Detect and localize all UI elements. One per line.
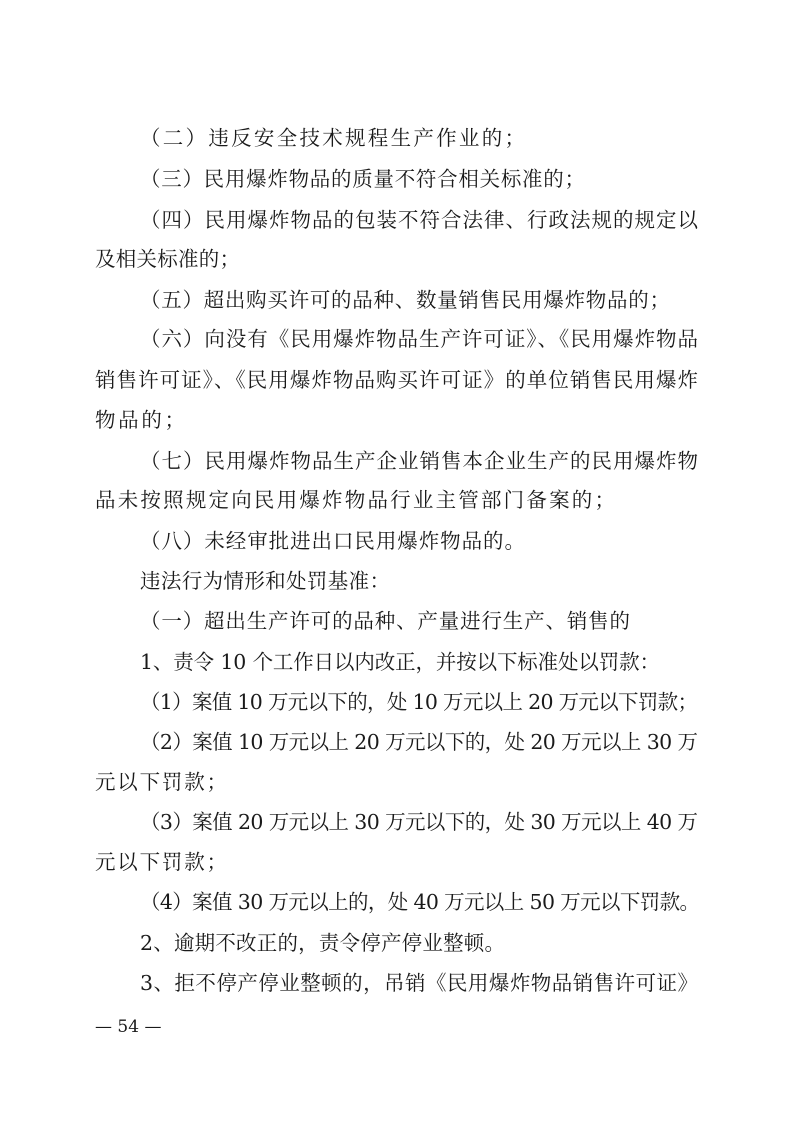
text-line: 元以下罚款； [95,850,229,874]
text-line: （一）超出生产许可的品种、产量进行生产、销售的 [140,609,631,633]
text-line: 物品的； [95,408,188,432]
text-line: 品未按照规定向民用爆炸物品行业主管部门备案的； [95,488,618,512]
text-line: （2）案值 10 万元以上 20 万元以下的，处 20 万元以上 30 万 [140,730,698,754]
text-line: 及相关标准的； [95,247,241,271]
text-line: 违法行为情形和处罚基准： [140,569,391,593]
text-line: （五）超出购买许可的品种、数量销售民用爆炸物品的； [140,288,671,312]
text-line: （六）向没有《民用爆炸物品生产许可证》、《民用爆炸物品 [140,327,699,351]
text-line: （八）未经审批进出口民用爆炸物品的。 [140,529,526,553]
text-line: （1）案值 10 万元以下的，处 10 万元以上 20 万元以下罚款； [140,690,698,714]
text-line: 2、逾期不改正的，责令停产停业整顿。 [140,931,506,955]
text-line: 元以下罚款； [95,770,229,794]
text-line: （三）民用爆炸物品的质量不符合相关标准的； [140,167,586,191]
text-line: 3、拒不停产停业整顿的，吊销《民用爆炸物品销售许可证》 [140,971,699,995]
text-line: （七）民用爆炸物品生产企业销售本企业生产的民用爆炸物 [140,449,699,473]
text-line: 1、责令 10 个工作日以内改正，并按以下标准处以罚款： [140,650,660,674]
text-line: （二）违反安全技术规程生产作业的； [140,126,528,150]
text-line: 销售许可证》、《民用爆炸物品购买许可证》的单位销售民用爆炸 [95,368,700,392]
page-number: — 54 — [95,1017,162,1037]
text-line: （3）案值 20 万元以上 30 万元以下的，处 30 万元以上 40 万 [140,810,698,834]
text-line: （4）案值 30 万元以上的，处 40 万元以上 50 万元以下罚款。 [140,890,700,914]
text-line: （四）民用爆炸物品的包装不符合法律、行政法规的规定以 [140,208,699,232]
